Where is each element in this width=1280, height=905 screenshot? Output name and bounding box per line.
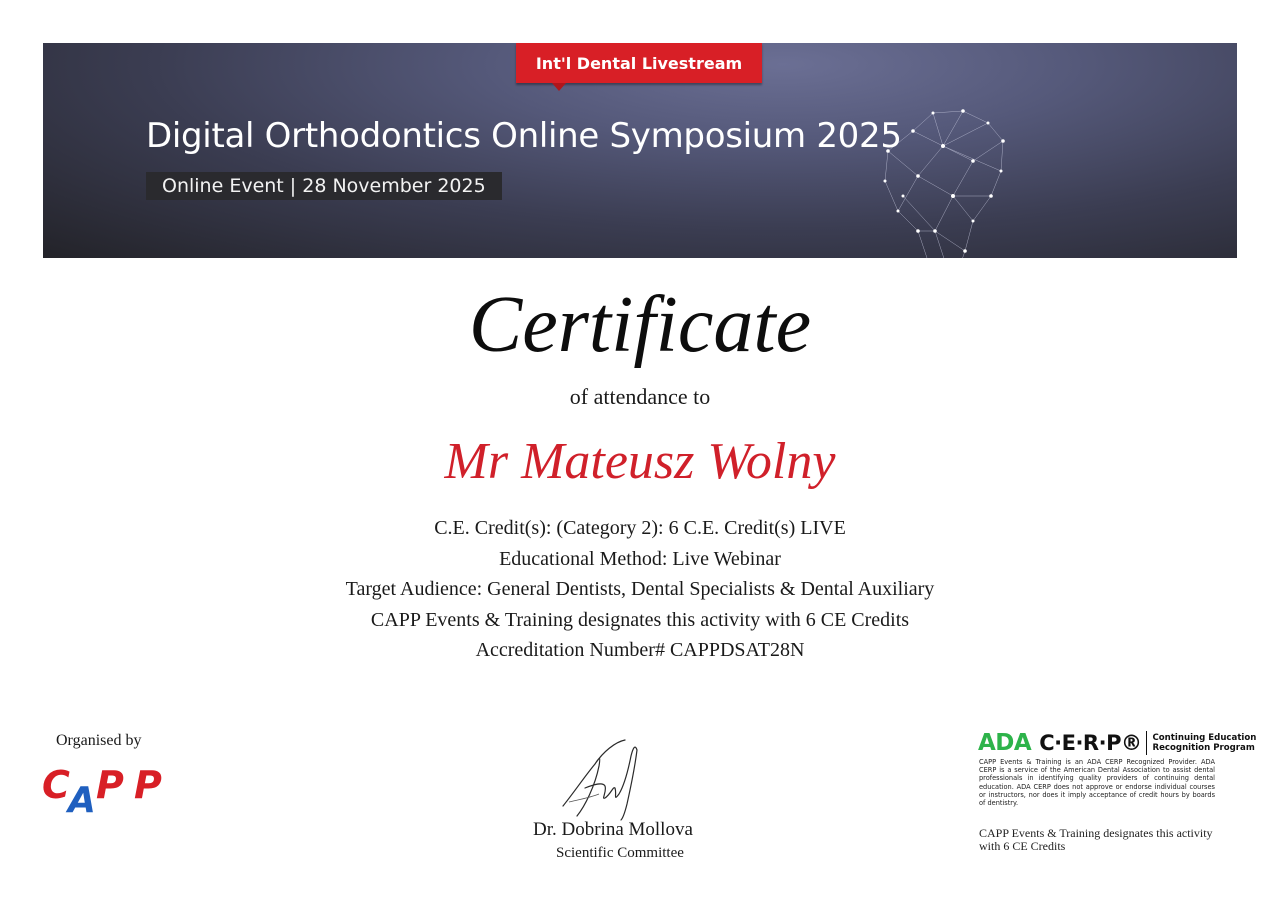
program-line: Continuing Education: [1152, 733, 1257, 743]
detail-line: CAPP Events & Training designates this activity with 6 CE Credits: [370, 608, 910, 631]
credit-designation-note: CAPP Events & Training designates this activity with 6 CE Credits: [979, 826, 1213, 853]
svg-text:A: A: [68, 780, 96, 816]
signatory-role: Scientific Committee: [556, 845, 684, 861]
cerp-wordmark: C·E·R·P®: [1039, 731, 1142, 755]
recipient-name: Mr Mateusz Wolny: [444, 433, 836, 490]
tag-pointer: [552, 83, 566, 91]
event-date: Online Event | 28 November 2025: [146, 172, 502, 200]
organised-by-label: Organised by: [56, 732, 142, 749]
livestream-tag: Int'l Dental Livestream: [516, 43, 762, 83]
logo-divider: [1146, 731, 1147, 755]
svg-text:P: P: [96, 763, 124, 807]
certificate-details: [0, 513, 1280, 666]
signature-image: [555, 736, 665, 826]
svg-text:C: C: [42, 763, 70, 807]
ada-wordmark: ADA: [978, 730, 1032, 756]
detail-line: Target Audience: General Dentists, Dental Specialists & Dental Auxiliary: [345, 578, 935, 600]
signatory-name: Dr. Dobrina Mollova: [533, 819, 693, 840]
attendance-line: of attendance to: [569, 384, 711, 409]
detail-line: Educational Method: Live Webinar: [499, 547, 781, 570]
cerp-program-name: [1152, 733, 1256, 753]
certificate-title: Certificate: [468, 281, 812, 369]
event-title: Digital Orthodontics Online Symposium 2025: [146, 116, 902, 156]
program-line: Recognition Program: [1152, 743, 1255, 753]
ada-cerp-logo: [978, 730, 1256, 756]
detail-line: Accreditation Number# CAPPDSAT28N: [475, 639, 805, 661]
capp-logo: [40, 760, 180, 816]
detail-line: C.E. Credit(s): (Category 2): 6 C.E. Credit(s) LIVE: [434, 517, 846, 539]
ada-disclaimer: CAPP Events & Training is an ADA CERP Recognized Provider. ADA CERP is a service of the American Dental Association to assist dental professionals in identifying quality providers of continuing dental education. ADA CERP does not approve or endorse individual courses or instructors, nor does it imply acceptance of credit hours by boards of dentistry.: [979, 758, 1215, 808]
svg-text:P: P: [134, 763, 162, 807]
